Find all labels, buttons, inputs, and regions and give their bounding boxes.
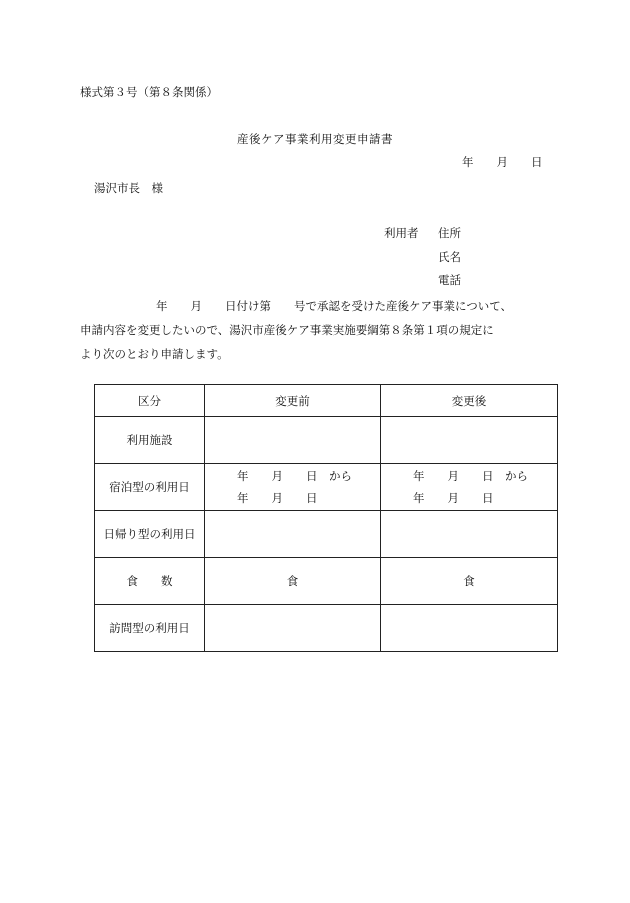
meal-unit: 食 — [286, 574, 299, 588]
meals-before-cell[interactable] — [205, 558, 381, 605]
table-row — [95, 417, 558, 464]
table-row — [95, 558, 558, 605]
row-label-meals: 食 数 — [95, 558, 205, 605]
visit-after-cell[interactable] — [381, 605, 558, 652]
table-row — [95, 605, 558, 652]
table-header-row — [95, 385, 558, 417]
statement-line-3: より次のとおり申請します。 — [80, 347, 229, 361]
document-title: 産後ケア事業利用変更申請書 — [237, 132, 393, 146]
application-date: 年 月 日 — [462, 155, 543, 169]
table-row — [95, 464, 558, 511]
stay-before-cell[interactable] — [205, 464, 381, 511]
change-details-table — [94, 384, 558, 652]
row-label-facility: 利用施設 — [95, 417, 205, 464]
date-to: 年 月 日 — [413, 491, 494, 505]
date-from: 年 月 日 から — [413, 469, 528, 483]
facility-before-cell[interactable] — [205, 417, 381, 464]
statement-line-2: 申請内容を変更したいので、湯沢市産後ケア事業実施要綱第８条第１項の規定に — [80, 323, 494, 337]
visit-before-cell[interactable] — [205, 605, 381, 652]
header-after: 変更後 — [381, 385, 558, 417]
phone-label: 電話 — [438, 273, 461, 287]
header-before: 変更前 — [205, 385, 381, 417]
day-before-cell[interactable] — [205, 511, 381, 558]
form-number: 様式第３号（第８条関係） — [80, 85, 218, 99]
applicant-label: 利用者 — [384, 226, 419, 240]
facility-after-cell[interactable] — [381, 417, 558, 464]
table-row — [95, 511, 558, 558]
row-label-visit: 訪問型の利用日 — [95, 605, 205, 652]
row-label-stay: 宿泊型の利用日 — [95, 464, 205, 511]
application-statement — [80, 294, 560, 366]
date-to: 年 月 日 — [237, 491, 318, 505]
name-label: 氏名 — [438, 250, 461, 264]
row-label-day: 日帰り型の利用日 — [95, 511, 205, 558]
meals-after-cell[interactable] — [381, 558, 558, 605]
meal-unit: 食 — [463, 574, 475, 588]
day-after-cell[interactable] — [381, 511, 558, 558]
address-label: 住所 — [438, 226, 461, 240]
date-from: 年 月 日 から — [237, 469, 352, 483]
statement-line-1: 年 月 日付け第 号で承認を受けた産後ケア事業について、 — [156, 299, 513, 313]
header-category: 区分 — [95, 385, 205, 417]
addressee: 湯沢市長 様 — [94, 181, 163, 195]
stay-after-cell[interactable] — [381, 464, 558, 511]
